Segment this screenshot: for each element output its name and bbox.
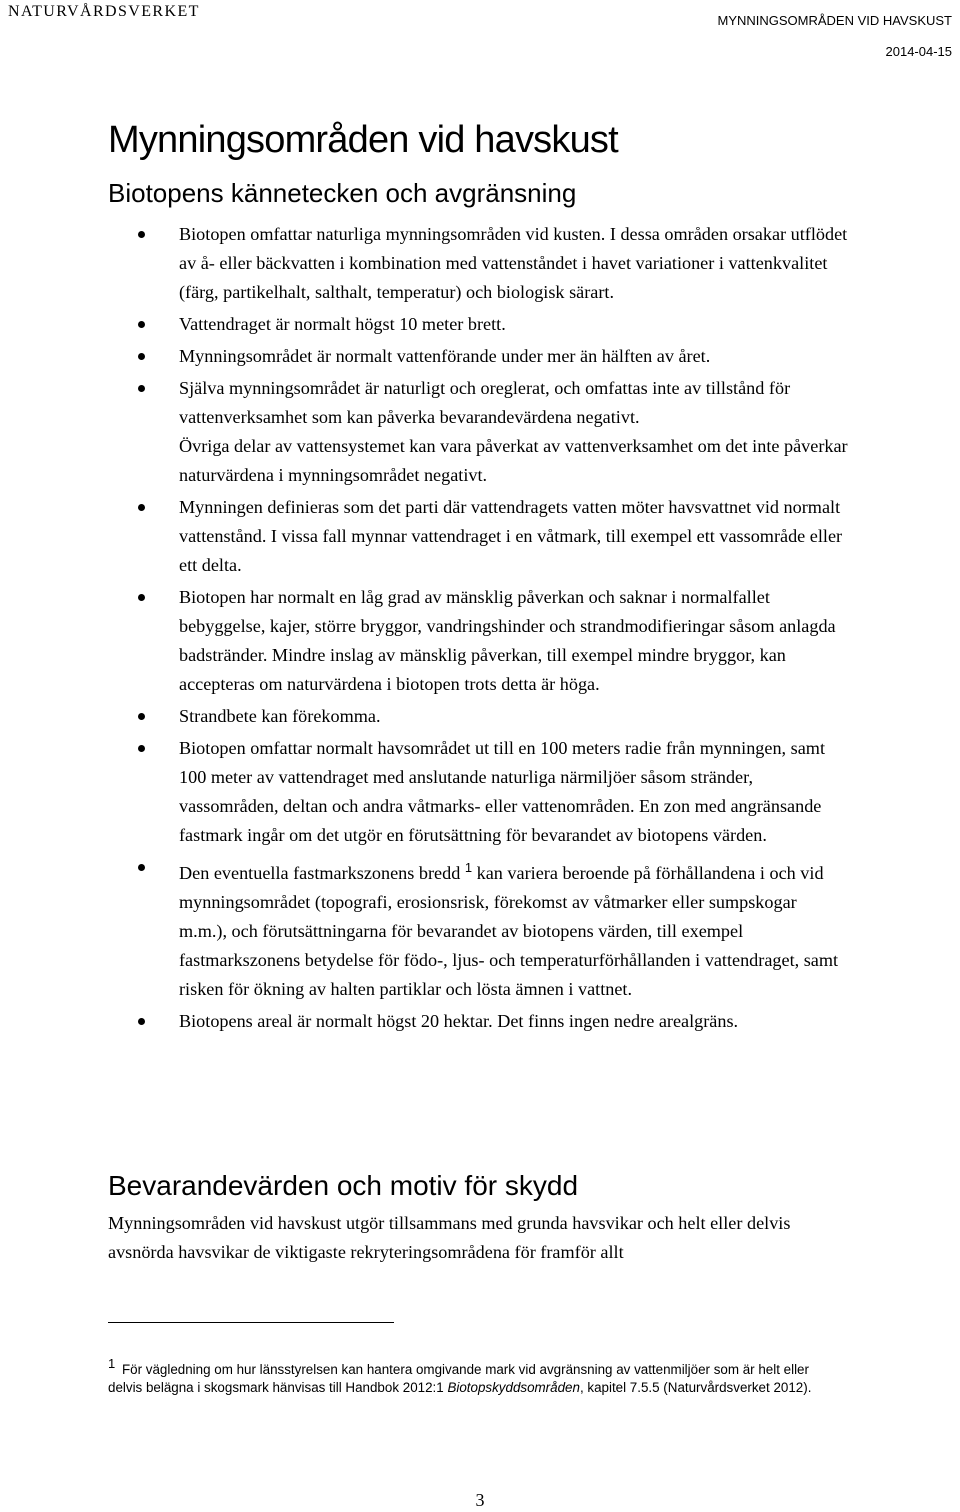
header-doc-title: MYNNINGSOMRÅDEN VID HAVSKUST [717, 13, 952, 28]
page-number: 3 [475, 1490, 485, 1510]
body-paragraph: Mynningsområden vid havskust utgör tillsammans med grunda havsvikar och helt eller delvis avsnörda havsvikar de viktigaste rekryteringsområdena för framför allt [108, 1213, 791, 1262]
list-item: Den eventuella fastmarkszonens bredd $^1$ kan variera beroende på förhållandena i och vid mynningsområdet (topografi, erosionsrisk, förekomst av våtmarker eller sumpskogar m.m.), och förutsättningarna för bevarandet av biotopens värden, till exempel fastmarkszonens betydelse för födo-, ljus- och temperaturförhållanden i vattendraget, samt risken för ökning av halten partiklar och lösta ämnen i vattnet. [108, 853, 848, 1004]
footnote-divider [108, 1322, 394, 1323]
list-item: Strandbete kan förekomma. [108, 702, 848, 731]
section-heading-characteristics: Biotopens kännetecken och avgränsning [108, 178, 577, 208]
header-date: 2014-04-15 [885, 44, 952, 59]
criteria-list [108, 220, 848, 1039]
list-item: Mynningsområdet är normalt vattenförande under mer än hälften av året. [108, 342, 848, 371]
footnote: 1 För vägledning om hur länsstyrelsen kan hantera omgivande mark vid avgränsning av vattenmiljöer som är helt eller delvis belägna i skogsmark hänvisas till Handbok 2012:1 Biotopskyddsområden, kapitel 7.5.5 (Naturvårdsverket 2012). [108, 1356, 812, 1395]
footnote-number: 1 [108, 1356, 116, 1371]
list-item: Vattendraget är normalt högst 10 meter brett. [108, 310, 848, 339]
list-item: Biotopens areal är normalt högst 20 hektar. Det finns ingen nedre arealgräns. [108, 1007, 848, 1036]
section-heading-values: Bevarandevärden och motiv för skydd [108, 1170, 579, 1201]
footnote-ref[interactable]: 1 [464, 860, 473, 875]
footnote-italic-title: Biotopskyddsområden [447, 1380, 580, 1395]
header-meta [717, 5, 952, 67]
list-item: Biotopen omfattar naturliga mynningsområden vid kusten. I dessa områden orsakar utflödet av å- eller bäckvatten i kombination med vattenståndet i havet variationer i vattenkvalitet (färg, partikelhalt, salthalt, temperatur) och biologisk särart. [108, 220, 848, 307]
list-item: Biotopen har normalt en låg grad av mänsklig påverkan och saknar i normalfallet bebyggelse, kajer, större bryggor, vandringshinder och strandmodifieringar såsom anlagda badstränder. Mindre inslag av mänsklig påverkan, till exempel mindre bryggor, kan accepteras om naturvärdena i biotopen trots detta är höga. [108, 583, 848, 699]
header-brand: NATURVÅRDSVERKET [8, 3, 200, 20]
list-item: Biotopen omfattar normalt havsområdet ut till en 100 meters radie från mynningen, samt 100 meter av vattendraget med anslutande naturliga närmiljöer såsom stränder, vassområden, deltan och andra våtmarks- eller vattenområden. En zon med angränsande fastmark ingår om det utgör en förutsättning för bevarandet av biotopens värden. [108, 734, 848, 850]
page-title: Mynningsområden vid havskust [108, 119, 618, 161]
list-item: Mynningen definieras som det parti där vattendragets vatten möter havsvattnet vid normalt vattenstånd. I vissa fall mynnar vattendraget i en våtmark, till exempel ett vassområde eller ett delta. [108, 493, 848, 580]
list-item: Själva mynningsområdet är naturligt och oreglerat, och omfattas inte av tillstånd för vattenverksamhet som kan påverka bevarandevärdena negativt. Övriga delar av vattensystemet kan vara påverkat av vattenverksamhet om det inte påverkar naturvärdena i mynningsområdet negativt. [108, 374, 848, 490]
